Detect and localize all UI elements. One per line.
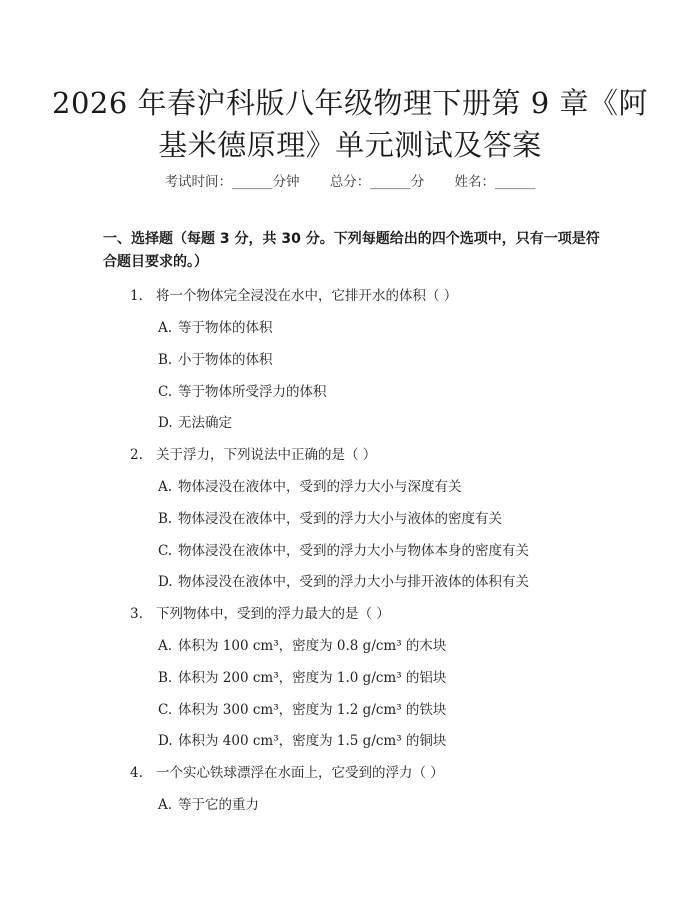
option-text: 物体浸没在液体中，受到的浮力大小与深度有关	[178, 479, 462, 495]
option-key: A.	[158, 638, 173, 654]
option-key: A.	[158, 797, 173, 813]
option-1c	[158, 380, 327, 400]
option-key: D.	[158, 415, 173, 431]
option-text: 无法确定	[178, 415, 232, 431]
question-1	[130, 284, 457, 304]
option-text: 体积为 400 cm³，密度为 1.5 g/cm³ 的铜块	[178, 733, 447, 749]
option-text: 小于物体的体积	[178, 352, 273, 368]
question-number: 2.	[130, 447, 143, 463]
option-1d	[158, 411, 232, 431]
option-key: C.	[158, 702, 173, 718]
option-text: 物体浸没在液体中，受到的浮力大小与物体本身的密度有关	[178, 543, 529, 559]
option-text: 物体浸没在液体中，受到的浮力大小与排开液体的体积有关	[178, 574, 529, 590]
question-4	[130, 761, 444, 781]
option-3c	[158, 698, 446, 718]
option-1b	[158, 348, 273, 368]
option-text: 等于它的重力	[178, 797, 259, 813]
question-number: 1.	[130, 288, 143, 304]
option-text: 体积为 100 cm³，密度为 0.8 g/cm³ 的木块	[178, 638, 447, 654]
option-text: 等于物体所受浮力的体积	[178, 384, 327, 400]
option-text: 体积为 300 cm³，密度为 1.2 g/cm³ 的铁块	[178, 702, 447, 718]
student-name: 姓名：______	[454, 174, 536, 190]
page-title	[40, 82, 660, 166]
question-3	[130, 602, 390, 622]
option-text: 体积为 200 cm³，密度为 1.0 g/cm³ 的铝块	[178, 670, 447, 686]
section-header: 一、选择题（每题 3 分，共 30 分。下列每题给出的四个选项中，只有一项是符合题目要求的。）	[103, 231, 600, 270]
option-text: 物体浸没在液体中，受到的浮力大小与液体的密度有关	[178, 511, 502, 527]
option-key: A.	[158, 479, 173, 495]
option-key: B.	[158, 511, 173, 527]
option-2a	[158, 475, 462, 495]
option-key: D.	[158, 733, 173, 749]
option-key: B.	[158, 670, 173, 686]
option-1a	[158, 316, 273, 336]
title-line-2: 基米德原理》单元测试及答案	[158, 128, 542, 162]
exam-info	[0, 170, 700, 190]
option-2b	[158, 507, 502, 527]
option-3a	[158, 634, 446, 654]
option-4a	[158, 793, 259, 813]
option-2d	[158, 570, 529, 590]
option-3b	[158, 666, 446, 686]
question-text: 下列物体中，受到的浮力最大的是（ ）	[156, 606, 390, 622]
exam-score: 总分：______分	[329, 174, 425, 190]
option-key: C.	[158, 543, 173, 559]
question-text: 一个实心铁球漂浮在水面上，它受到的浮力（ ）	[156, 765, 444, 781]
option-2c	[158, 539, 529, 559]
option-text: 等于物体的体积	[178, 320, 273, 336]
option-key: B.	[158, 352, 173, 368]
option-3d	[158, 729, 446, 749]
option-key: C.	[158, 384, 173, 400]
question-2	[130, 443, 376, 463]
title-line-1: 2026 年春沪科版八年级物理下册第 9 章《阿	[52, 86, 648, 120]
option-key: A.	[158, 320, 173, 336]
exam-time: 考试时间：______分钟	[164, 174, 300, 190]
option-key: D.	[158, 574, 173, 590]
question-text: 关于浮力，下列说法中正确的是（ ）	[156, 447, 377, 463]
question-number: 3.	[130, 606, 143, 622]
question-number: 4.	[130, 765, 143, 781]
question-text: 将一个物体完全浸没在水中，它排开水的体积（ ）	[156, 288, 458, 304]
